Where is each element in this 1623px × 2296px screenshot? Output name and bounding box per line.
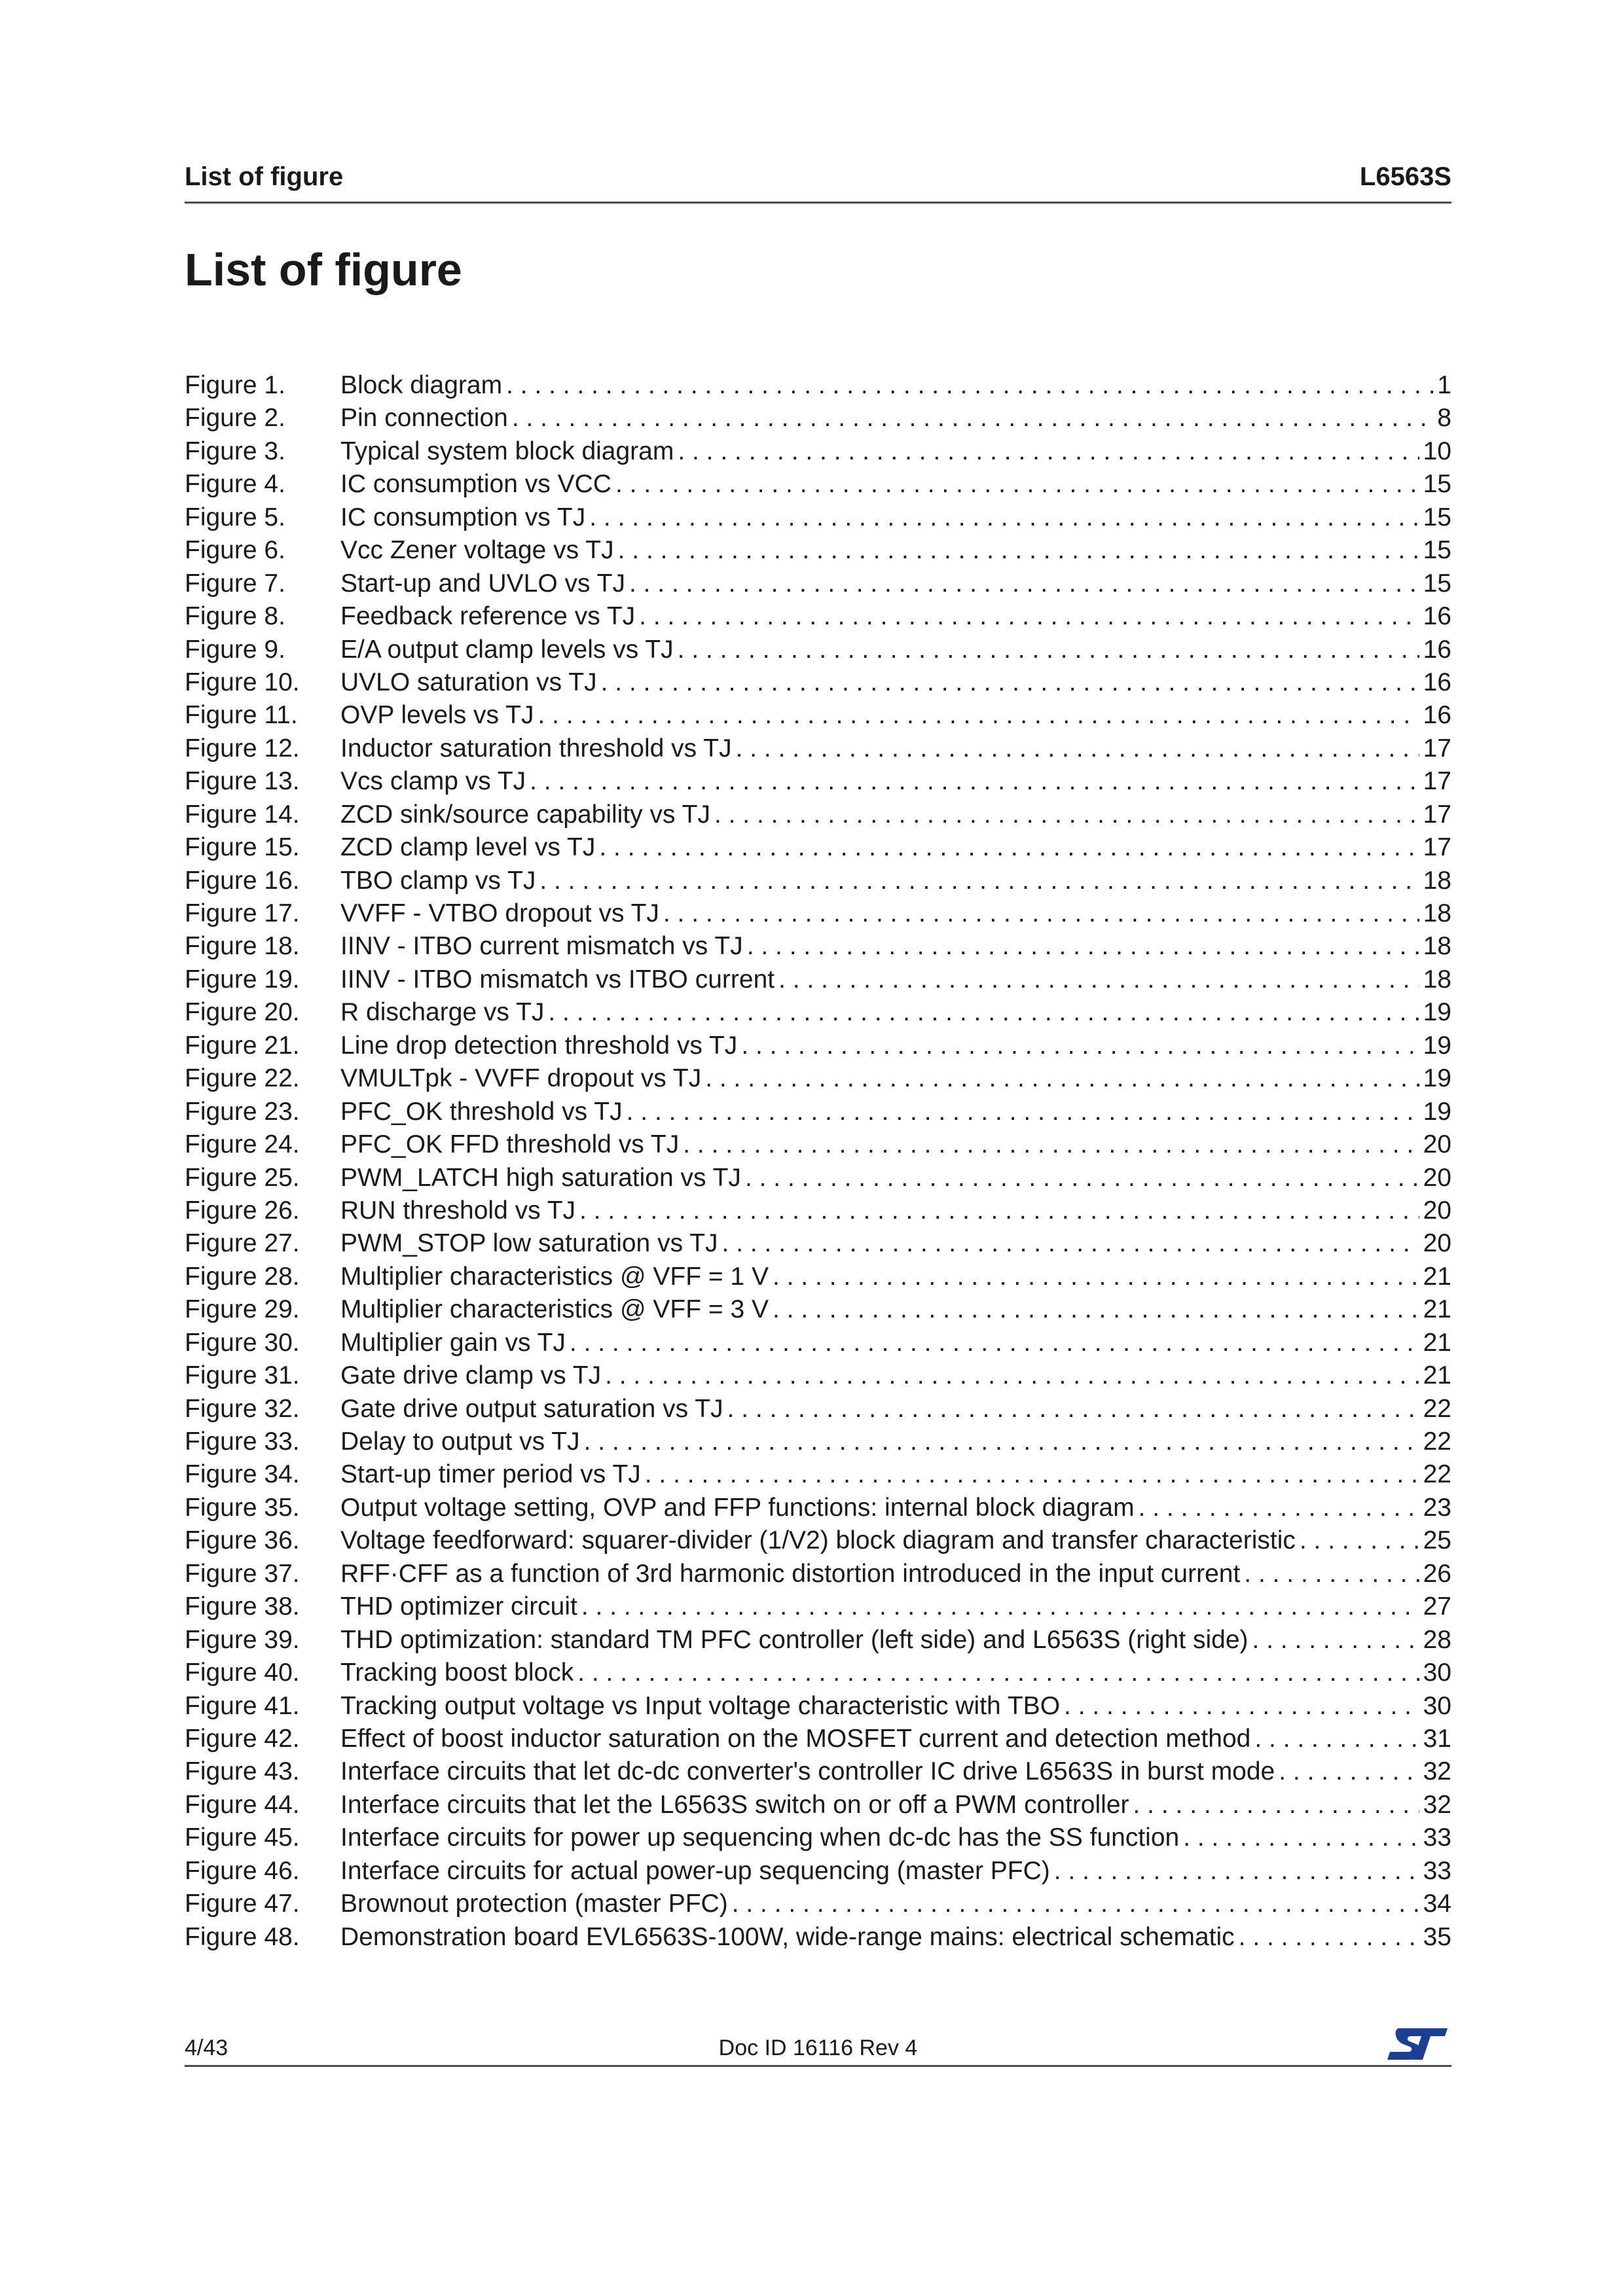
toc-entry[interactable] [185,1293,1451,1326]
list-of-figures [185,369,1451,1954]
figure-number: Figure 11. [185,701,298,730]
figure-title: Inductor saturation threshold vs TJ [340,734,732,762]
dot-leader [722,1227,1419,1260]
toc-entry[interactable] [185,1723,1451,1755]
figure-number: Figure 4. [185,470,285,499]
figure-title: Multiplier gain vs TJ [340,1328,566,1357]
toc-entry[interactable] [185,1558,1451,1590]
dot-leader [727,1393,1419,1426]
dot-leader [1279,1755,1419,1788]
figure-title: Typical system block diagram [340,437,674,465]
figure-number: Figure 30. [185,1328,300,1357]
figure-number: Figure 23. [185,1097,300,1126]
figure-number: Figure 12. [185,734,300,762]
figure-page-number: 21 [1423,1295,1451,1324]
toc-entry[interactable] [185,1359,1451,1392]
figure-title: PFC_OK FFD threshold vs TJ [340,1130,680,1159]
dot-leader [1252,1624,1419,1657]
figure-page-number: 30 [1423,1691,1451,1720]
dot-leader [577,1657,1419,1689]
footer-doc-id: Doc ID 16116 Rev 4 [718,2036,918,2060]
figure-page-number: 15 [1423,536,1451,565]
toc-entry[interactable] [185,534,1451,567]
toc-entry[interactable] [185,699,1451,732]
dot-leader [570,1327,1419,1359]
page-title: List of figure [185,244,462,295]
toc-entry[interactable] [185,865,1451,897]
figure-number: Figure 32. [185,1394,300,1423]
figure-number: Figure 18. [185,932,300,961]
figure-title: Start-up and UVLO vs TJ [340,569,625,598]
figure-title: Tracking boost block [340,1659,574,1687]
figure-title: Gate drive clamp vs TJ [340,1361,602,1390]
figure-number: Figure 36. [185,1526,300,1555]
toc-entry[interactable] [185,1524,1451,1557]
figure-title: ZCD sink/source capability vs TJ [340,800,710,829]
dot-leader [506,369,1433,402]
dot-leader [584,1426,1419,1458]
figure-page-number: 19 [1423,1064,1451,1093]
figure-page-number: 17 [1423,800,1451,829]
figure-page-number: 20 [1423,1196,1451,1225]
dot-leader [589,501,1419,534]
dot-leader [645,1458,1419,1491]
toc-entry[interactable] [185,567,1451,600]
figure-page-number: 22 [1423,1460,1451,1489]
figure-number: Figure 40. [185,1659,300,1687]
toc-entry[interactable] [185,1888,1451,1920]
toc-entry[interactable] [185,1227,1451,1260]
figure-title: R discharge vs TJ [340,998,545,1027]
header-section-title: List of figure [185,162,344,191]
figure-page-number: 23 [1423,1493,1451,1522]
figure-title: IINV - ITBO current mismatch vs TJ [340,932,743,961]
figure-title: Effect of boost inductor saturation on the MOSFET current and detection method [340,1724,1251,1753]
dot-leader [615,468,1419,501]
figure-page-number: 16 [1423,602,1451,631]
dot-leader [639,600,1419,633]
figure-page-number: 18 [1423,932,1451,961]
figure-title: Start-up timer period vs TJ [340,1460,641,1489]
toc-entry[interactable] [185,600,1451,633]
toc-entry[interactable] [185,1426,1451,1458]
figure-page-number: 27 [1423,1592,1451,1621]
figure-page-number: 19 [1423,1097,1451,1126]
dot-leader [683,1128,1419,1161]
dot-leader [1064,1690,1419,1723]
dot-leader [745,1162,1419,1194]
toc-entry[interactable] [185,1458,1451,1491]
figure-title: IC consumption vs TJ [340,503,586,531]
figure-page-number: 28 [1423,1625,1451,1654]
figure-title: IC consumption vs VCC [340,470,611,499]
figure-page-number: 19 [1423,998,1451,1027]
dot-leader [1239,1921,1419,1954]
figure-number: Figure 25. [185,1163,300,1192]
toc-entry[interactable] [185,1261,1451,1293]
figure-number: Figure 19. [185,965,300,994]
figure-title: Tracking output voltage vs Input voltage characteristic with TBO [340,1691,1061,1720]
dot-leader [548,996,1419,1029]
figure-title: PWM_STOP low saturation vs TJ [340,1229,718,1258]
figure-number: Figure 48. [185,1922,300,1951]
figure-number: Figure 7. [185,569,285,598]
toc-entry[interactable] [185,1624,1451,1657]
figure-number: Figure 29. [185,1295,300,1324]
figure-page-number: 19 [1423,1031,1451,1060]
toc-entry[interactable] [185,402,1451,435]
figure-page-number: 16 [1423,635,1451,664]
figure-title: VMULTpk - VVFF dropout vs TJ [340,1064,702,1093]
toc-entry[interactable] [185,1821,1451,1854]
toc-entry[interactable] [185,1030,1451,1062]
figure-title: Interface circuits that let dc-dc converter's controller IC drive L6563S in burst mode [340,1757,1275,1786]
figure-page-number: 17 [1423,767,1451,796]
dot-leader [1133,1789,1419,1821]
figure-number: Figure 41. [185,1691,300,1720]
figure-page-number: 10 [1423,437,1451,465]
toc-entry[interactable] [185,930,1451,963]
figure-page-number: 26 [1423,1559,1451,1588]
dot-leader [773,1261,1419,1293]
figure-title: PWM_LATCH high saturation vs TJ [340,1163,741,1192]
dot-leader [605,1359,1419,1392]
figure-title: Brownout protection (master PFC) [340,1890,728,1918]
figure-title: IINV - ITBO mismatch vs ITBO current [340,965,775,994]
figure-number: Figure 28. [185,1262,300,1291]
toc-entry[interactable] [185,897,1451,930]
figure-title: Interface circuits for actual power-up sequencing (master PFC) [340,1856,1050,1885]
figure-title: Delay to output vs TJ [340,1427,580,1456]
figure-number: Figure 16. [185,866,300,895]
toc-entry[interactable] [185,1855,1451,1888]
figure-page-number: 21 [1423,1262,1451,1291]
toc-entry[interactable] [185,1194,1451,1227]
dot-leader [1139,1492,1419,1524]
toc-entry[interactable] [185,963,1451,996]
figure-page-number: 31 [1423,1724,1451,1753]
figure-number: Figure 26. [185,1196,300,1225]
figure-number: Figure 9. [185,635,285,664]
toc-entry[interactable] [185,435,1451,468]
figure-number: Figure 31. [185,1361,300,1390]
footer-page-number: 4/43 [185,2036,228,2060]
figure-number: Figure 37. [185,1559,300,1588]
figure-number: Figure 42. [185,1724,300,1753]
figure-page-number: 25 [1423,1526,1451,1555]
toc-entry[interactable] [185,1590,1451,1623]
dot-leader [773,1293,1419,1326]
st-logo-icon [1385,2026,1450,2062]
figure-number: Figure 47. [185,1890,300,1918]
dot-leader [678,634,1419,666]
dot-leader [1300,1524,1419,1557]
figure-page-number: 20 [1423,1163,1451,1192]
dot-leader [512,402,1433,435]
dot-leader [678,435,1419,468]
dot-leader [1183,1821,1419,1854]
dot-leader [663,897,1419,930]
figure-number: Figure 27. [185,1229,300,1258]
dot-leader [618,534,1419,567]
dot-leader [581,1590,1419,1623]
figure-page-number: 32 [1423,1790,1451,1819]
figure-number: Figure 34. [185,1460,300,1489]
dot-leader [747,930,1419,963]
figure-number: Figure 17. [185,899,300,927]
figure-page-number: 22 [1423,1427,1451,1456]
dot-leader [627,1096,1419,1128]
toc-entry[interactable] [185,996,1451,1029]
figure-page-number: 18 [1423,899,1451,927]
figure-page-number: 17 [1423,833,1451,862]
figure-title: E/A output clamp levels vs TJ [340,635,674,664]
dot-leader [1054,1855,1419,1888]
figure-title: VVFF - VTBO dropout vs TJ [340,899,659,927]
figure-number: Figure 15. [185,833,300,862]
figure-title: OVP levels vs TJ [340,701,534,730]
figure-number: Figure 35. [185,1493,300,1522]
dot-leader [714,798,1419,831]
figure-page-number: 8 [1437,404,1451,433]
figure-title: Interface circuits for power up sequencing when dc-dc has the SS function [340,1823,1180,1852]
dot-leader [1244,1558,1419,1590]
toc-entry[interactable] [185,732,1451,765]
figure-number: Figure 13. [185,767,300,796]
toc-entry[interactable] [185,1096,1451,1128]
figure-number: Figure 33. [185,1427,300,1456]
figure-number: Figure 6. [185,536,285,565]
figure-page-number: 15 [1423,503,1451,531]
figure-page-number: 20 [1423,1130,1451,1159]
toc-entry[interactable] [185,765,1451,798]
figure-title: Line drop detection threshold vs TJ [340,1031,738,1060]
figure-page-number: 33 [1423,1823,1451,1852]
figure-number: Figure 14. [185,800,300,829]
dot-leader [599,831,1419,864]
figure-title: Interface circuits that let the L6563S switch on or off a PWM controller [340,1790,1129,1819]
toc-entry[interactable] [185,1327,1451,1359]
dot-leader [539,865,1419,897]
figure-title: Gate drive output saturation vs TJ [340,1394,723,1423]
dot-leader [705,1062,1419,1095]
toc-entry[interactable] [185,501,1451,534]
figure-page-number: 18 [1423,866,1451,895]
figure-page-number: 1 [1437,371,1451,399]
figure-number: Figure 21. [185,1031,300,1060]
figure-number: Figure 39. [185,1625,300,1654]
toc-entry[interactable] [185,1492,1451,1524]
figure-page-number: 15 [1423,569,1451,598]
figure-number: Figure 5. [185,503,285,531]
figure-page-number: 18 [1423,965,1451,994]
toc-entry[interactable] [185,831,1451,864]
toc-entry[interactable] [185,1921,1451,1954]
figure-number: Figure 1. [185,371,285,399]
figure-number: Figure 43. [185,1757,300,1786]
figure-page-number: 33 [1423,1856,1451,1885]
figure-number: Figure 10. [185,668,300,696]
figure-page-number: 20 [1423,1229,1451,1258]
figure-number: Figure 22. [185,1064,300,1093]
figure-page-number: 16 [1423,701,1451,730]
figure-number: Figure 3. [185,437,285,465]
figure-page-number: 15 [1423,470,1451,499]
figure-page-number: 16 [1423,668,1451,696]
figure-title: ZCD clamp level vs TJ [340,833,596,862]
dot-leader [741,1030,1419,1062]
figure-title: RUN threshold vs TJ [340,1196,576,1225]
toc-entry[interactable] [185,1128,1451,1161]
figure-number: Figure 44. [185,1790,300,1819]
figure-page-number: 17 [1423,734,1451,762]
figure-title: UVLO saturation vs TJ [340,668,597,696]
figure-page-number: 32 [1423,1757,1451,1786]
figure-title: RFF·CFF as a function of 3rd harmonic distortion introduced in the input current [340,1559,1241,1588]
page-header [185,157,1451,204]
figure-number: Figure 24. [185,1130,300,1159]
figure-title: Vcs clamp vs TJ [340,767,526,796]
figure-title: Block diagram [340,371,503,399]
figure-number: Figure 2. [185,404,285,433]
figure-title: Output voltage setting, OVP and FFP functions: internal block diagram [340,1493,1135,1522]
figure-title: Demonstration board EVL6563S-100W, wide-range mains: electrical schematic [340,1922,1235,1951]
dot-leader [538,699,1419,732]
dot-leader [601,666,1419,699]
dot-leader [579,1194,1419,1227]
toc-entry[interactable] [185,798,1451,831]
figure-page-number: 34 [1423,1890,1451,1918]
toc-entry[interactable] [185,634,1451,666]
figure-title: Vcc Zener voltage vs TJ [340,536,614,565]
figure-title: THD optimization: standard TM PFC controller (left side) and L6563S (right side) [340,1625,1249,1654]
figure-title: Multiplier characteristics @ VFF = 1 V [340,1262,769,1291]
toc-entry[interactable] [185,1393,1451,1426]
figure-title: PFC_OK threshold vs TJ [340,1097,623,1126]
dot-leader [530,765,1419,798]
header-doc-name: L6563S [1359,162,1451,191]
figure-title: TBO clamp vs TJ [340,866,536,895]
figure-title: Multiplier characteristics @ VFF = 3 V [340,1295,769,1324]
dot-leader [629,567,1419,600]
toc-entry[interactable] [185,1690,1451,1723]
figure-page-number: 21 [1423,1328,1451,1357]
figure-number: Figure 46. [185,1856,300,1885]
figure-page-number: 35 [1423,1922,1451,1951]
toc-entry[interactable] [185,1755,1451,1788]
dot-leader [778,963,1419,996]
toc-entry[interactable] [185,468,1451,501]
figure-page-number: 22 [1423,1394,1451,1423]
page-footer [185,2026,1451,2067]
dot-leader [732,1888,1419,1920]
toc-entry[interactable] [185,1162,1451,1194]
toc-entry[interactable] [185,1657,1451,1689]
figure-page-number: 30 [1423,1659,1451,1687]
figure-title: Pin connection [340,404,508,433]
dot-leader [1254,1723,1419,1755]
figure-number: Figure 45. [185,1823,300,1852]
figure-title: THD optimizer circuit [340,1592,577,1621]
figure-number: Figure 8. [185,602,285,631]
toc-entry[interactable] [185,369,1451,402]
figure-title: Voltage feedforward: squarer-divider (1/V2) block diagram and transfer characteristic [340,1526,1296,1555]
toc-entry[interactable] [185,1062,1451,1095]
dot-leader [736,732,1419,765]
toc-entry[interactable] [185,1789,1451,1821]
figure-page-number: 21 [1423,1361,1451,1390]
figure-title: Feedback reference vs TJ [340,602,636,631]
figure-number: Figure 38. [185,1592,300,1621]
toc-entry[interactable] [185,666,1451,699]
figure-number: Figure 20. [185,998,300,1027]
